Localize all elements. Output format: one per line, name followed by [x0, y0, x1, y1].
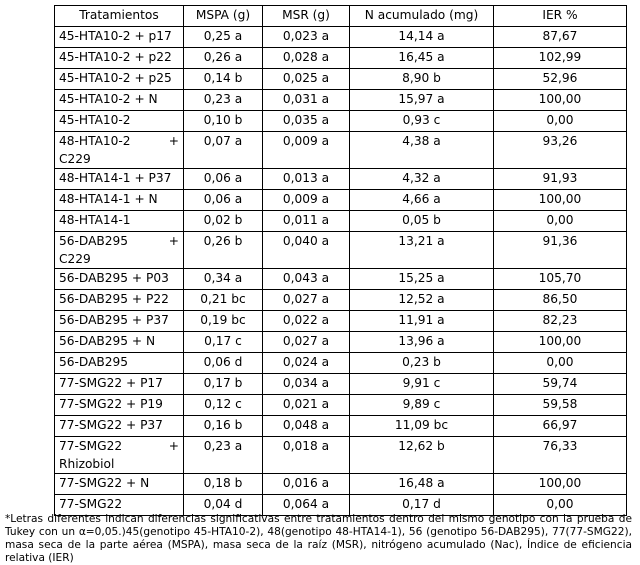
cell-msr: 0,064 a — [263, 495, 350, 516]
table-row — [55, 353, 627, 374]
cell-tratamiento: 56-DAB295 + P37 — [55, 311, 184, 332]
cell-n-acumulado: 13,21 a — [350, 232, 494, 269]
cell-tratamiento: 48-HTA14-1 — [55, 211, 184, 232]
cell-n-acumulado: 4,32 a — [350, 169, 494, 190]
tratamiento-inoculant: C229 — [59, 152, 91, 166]
cell-msr: 0,031 a — [263, 90, 350, 111]
table-row — [55, 290, 627, 311]
table-row — [55, 90, 627, 111]
cell-msr: 0,040 a — [263, 232, 350, 269]
cell-msr: 0,016 a — [263, 474, 350, 495]
table-row — [55, 232, 627, 269]
cell-n-acumulado: 4,66 a — [350, 190, 494, 211]
cell-msr: 0,027 a — [263, 332, 350, 353]
tratamiento-genotype: 77-SMG22 — [59, 439, 123, 453]
cell-n-acumulado: 15,25 a — [350, 269, 494, 290]
table-row — [55, 190, 627, 211]
cell-msr: 0,035 a — [263, 111, 350, 132]
results-table — [54, 5, 627, 516]
cell-n-acumulado: 0,17 d — [350, 495, 494, 516]
table-row — [55, 69, 627, 90]
cell-n-acumulado: 0,93 c — [350, 111, 494, 132]
cell-n-acumulado: 16,45 a — [350, 48, 494, 69]
table-row — [55, 395, 627, 416]
cell-tratamiento — [55, 232, 184, 269]
cell-ier: 100,00 — [494, 474, 627, 495]
header-tratamientos: Tratamientos — [55, 6, 184, 27]
cell-n-acumulado: 11,09 bc — [350, 416, 494, 437]
cell-mspa: 0,17 c — [184, 332, 263, 353]
cell-msr: 0,009 a — [263, 190, 350, 211]
cell-mspa: 0,17 b — [184, 374, 263, 395]
cell-tratamiento: 45-HTA10-2 + p22 — [55, 48, 184, 69]
cell-mspa: 0,06 a — [184, 169, 263, 190]
cell-tratamiento: 45-HTA10-2 — [55, 111, 184, 132]
cell-tratamiento: 56-DAB295 + P03 — [55, 269, 184, 290]
cell-ier: 66,97 — [494, 416, 627, 437]
table-row — [55, 332, 627, 353]
cell-tratamiento: 56-DAB295 + P22 — [55, 290, 184, 311]
cell-tratamiento: 45-HTA10-2 + p25 — [55, 69, 184, 90]
cell-n-acumulado: 14,14 a — [350, 27, 494, 48]
cell-ier: 0,00 — [494, 353, 627, 374]
cell-tratamiento: 77-SMG22 — [55, 495, 184, 516]
cell-mspa: 0,02 b — [184, 211, 263, 232]
cell-msr: 0,013 a — [263, 169, 350, 190]
cell-mspa: 0,12 c — [184, 395, 263, 416]
tratamiento-inoculant: Rhizobiol — [59, 457, 115, 471]
cell-ier: 102,99 — [494, 48, 627, 69]
cell-n-acumulado: 13,96 a — [350, 332, 494, 353]
tratamiento-line — [59, 437, 179, 455]
cell-tratamiento: 45-HTA10-2 + N — [55, 90, 184, 111]
table-row — [55, 169, 627, 190]
cell-tratamiento — [55, 132, 184, 169]
cell-ier: 0,00 — [494, 495, 627, 516]
table-row — [55, 474, 627, 495]
cell-mspa: 0,25 a — [184, 27, 263, 48]
cell-tratamiento: 77-SMG22 + P19 — [55, 395, 184, 416]
cell-ier: 91,93 — [494, 169, 627, 190]
table-row — [55, 437, 627, 474]
cell-ier: 86,50 — [494, 290, 627, 311]
table-row — [55, 48, 627, 69]
cell-tratamiento: 45-HTA10-2 + p17 — [55, 27, 184, 48]
cell-msr: 0,028 a — [263, 48, 350, 69]
cell-msr: 0,011 a — [263, 211, 350, 232]
table-row — [55, 211, 627, 232]
cell-ier: 100,00 — [494, 90, 627, 111]
footnote: *Letras diferentes indican diferencias significativas entre tratamientos dentro del mismo genotipo con la prueba de Tukey con un α=0,05.)45(genotipo 45-HTA10-2), 48(genotipo 48-HTA14-1), 56 (genotipo 56-DAB295), 77(77-SMG22), masa seca de la parte aérea (MSPA), masa seca de la raíz (MSR), nitrógeno acumulado (Nac), Índice de eficiencia relativa (IER) — [5, 512, 632, 564]
cell-tratamiento: 77-SMG22 + P37 — [55, 416, 184, 437]
cell-ier: 0,00 — [494, 111, 627, 132]
cell-tratamiento: 48-HTA14-1 + P37 — [55, 169, 184, 190]
cell-msr: 0,021 a — [263, 395, 350, 416]
cell-tratamiento: 56-DAB295 — [55, 353, 184, 374]
cell-n-acumulado: 0,23 b — [350, 353, 494, 374]
cell-n-acumulado: 16,48 a — [350, 474, 494, 495]
cell-msr: 0,034 a — [263, 374, 350, 395]
cell-n-acumulado: 11,91 a — [350, 311, 494, 332]
cell-mspa: 0,23 a — [184, 90, 263, 111]
cell-msr: 0,027 a — [263, 290, 350, 311]
header-msr: MSR (g) — [263, 6, 350, 27]
cell-ier: 59,74 — [494, 374, 627, 395]
cell-n-acumulado: 8,90 b — [350, 69, 494, 90]
cell-ier: 105,70 — [494, 269, 627, 290]
cell-ier: 76,33 — [494, 437, 627, 474]
cell-msr: 0,022 a — [263, 311, 350, 332]
cell-msr: 0,025 a — [263, 69, 350, 90]
cell-msr: 0,023 a — [263, 27, 350, 48]
cell-tratamiento: 48-HTA14-1 + N — [55, 190, 184, 211]
cell-mspa: 0,21 bc — [184, 290, 263, 311]
cell-mspa: 0,26 a — [184, 48, 263, 69]
table-row — [55, 416, 627, 437]
cell-n-acumulado: 9,91 c — [350, 374, 494, 395]
table-row — [55, 111, 627, 132]
cell-n-acumulado: 12,62 b — [350, 437, 494, 474]
tratamiento-genotype: 48-HTA10-2 — [59, 134, 131, 148]
header-n-acumulado: N acumulado (mg) — [350, 6, 494, 27]
tratamiento-plus: + — [168, 234, 179, 248]
tratamiento-inoculant: C229 — [59, 252, 91, 266]
table-row — [55, 374, 627, 395]
cell-msr: 0,024 a — [263, 353, 350, 374]
cell-mspa: 0,16 b — [184, 416, 263, 437]
tratamiento-plus: + — [168, 439, 179, 453]
table-header-row — [55, 6, 627, 27]
cell-n-acumulado: 0,05 b — [350, 211, 494, 232]
cell-mspa: 0,06 a — [184, 190, 263, 211]
table-row — [55, 132, 627, 169]
cell-tratamiento: 77-SMG22 + P17 — [55, 374, 184, 395]
cell-msr: 0,009 a — [263, 132, 350, 169]
cell-ier: 82,23 — [494, 311, 627, 332]
cell-mspa: 0,14 b — [184, 69, 263, 90]
cell-ier: 59,58 — [494, 395, 627, 416]
cell-mspa: 0,19 bc — [184, 311, 263, 332]
cell-msr: 0,018 a — [263, 437, 350, 474]
cell-mspa: 0,10 b — [184, 111, 263, 132]
cell-mspa: 0,06 d — [184, 353, 263, 374]
tratamiento-genotype: 56-DAB295 — [59, 234, 129, 248]
cell-ier: 87,67 — [494, 27, 627, 48]
cell-n-acumulado: 4,38 a — [350, 132, 494, 169]
cell-ier: 52,96 — [494, 69, 627, 90]
cell-msr: 0,043 a — [263, 269, 350, 290]
table-row — [55, 27, 627, 48]
cell-ier: 100,00 — [494, 190, 627, 211]
cell-tratamiento — [55, 437, 184, 474]
table-row — [55, 269, 627, 290]
cell-tratamiento: 56-DAB295 + N — [55, 332, 184, 353]
cell-mspa: 0,26 b — [184, 232, 263, 269]
cell-mspa: 0,23 a — [184, 437, 263, 474]
cell-mspa: 0,34 a — [184, 269, 263, 290]
cell-ier: 100,00 — [494, 332, 627, 353]
cell-ier: 93,26 — [494, 132, 627, 169]
cell-tratamiento: 77-SMG22 + N — [55, 474, 184, 495]
cell-mspa: 0,18 b — [184, 474, 263, 495]
cell-ier: 0,00 — [494, 211, 627, 232]
cell-mspa: 0,07 a — [184, 132, 263, 169]
tratamiento-line — [59, 232, 179, 250]
cell-ier: 91,36 — [494, 232, 627, 269]
header-ier: IER % — [494, 6, 627, 27]
cell-msr: 0,048 a — [263, 416, 350, 437]
cell-n-acumulado: 9,89 c — [350, 395, 494, 416]
header-mspa: MSPA (g) — [184, 6, 263, 27]
cell-n-acumulado: 12,52 a — [350, 290, 494, 311]
cell-n-acumulado: 15,97 a — [350, 90, 494, 111]
cell-mspa: 0,04 d — [184, 495, 263, 516]
table-row — [55, 311, 627, 332]
tratamiento-line — [59, 132, 179, 150]
tratamiento-plus: + — [168, 134, 179, 148]
